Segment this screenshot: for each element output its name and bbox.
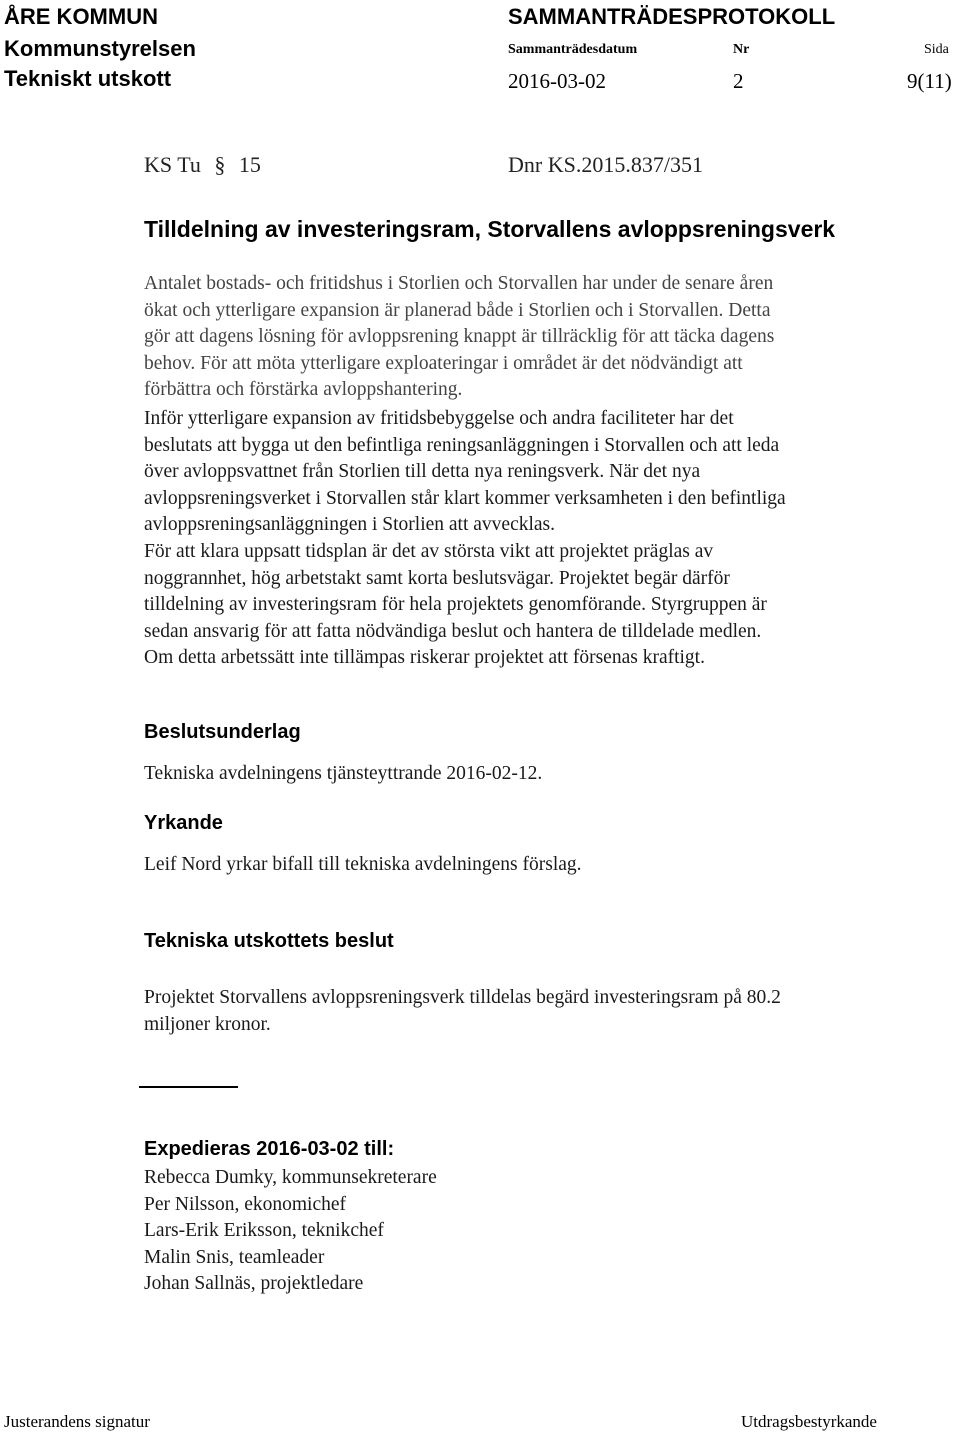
section-heading-beslut: Tekniska utskottets beslut [144,930,394,952]
section-heading-expedieras: Expedieras 2016-03-02 till: [144,1138,395,1160]
meeting-date: 2016-03-02 [508,69,606,93]
paragraph-line: Projektet Storvallens avloppsreningsverk tilldelas begärd investeringsram på 80.2 [144,987,781,1008]
paragraph-line: avloppsreningsanläggningen i Storlien att avvecklas. [144,514,556,535]
paragraph-2 [144,406,924,539]
org-name: ÅRE KOMMUN [4,4,158,29]
list-item: Johan Sallnäs, projektledare [144,1273,364,1294]
paragraph-line: behov. För att möta ytterligare exploateringar i området är det nödvändigt att [144,352,743,374]
paragraph-line: Om detta arbetssätt inte tillämpas riskerar projektet att försenas kraftigt. [144,647,705,668]
page-label: Sida [924,42,949,57]
page-number: 9(11) [907,69,952,93]
case-reference [144,152,261,178]
separator-rule [139,1086,238,1088]
meeting-number: 2 [733,69,744,93]
paragraph-line: beslutats att bygga ut den befintliga reningsanläggningen i Storvallen och att leda [144,434,780,456]
paragraph-line: gör att dagens lösning för avloppsrening knappt är tillräcklig för att täcka dagens [144,326,775,347]
footer-certification-label: Utdragsbestyrkande [741,1412,877,1431]
list-item: Lars-Erik Eriksson, teknikchef [144,1220,384,1241]
paragraph-3 [144,539,924,672]
paragraph-line: över avloppsvattnet från Storlien till detta nya reningsverk. När det nya [144,461,701,482]
section-heading-beslutsunderlag: Beslutsunderlag [144,721,301,743]
recipient-list [144,1165,924,1298]
paragraph-line: förbättra och förstärka avloppshantering. [144,379,463,400]
body-name: Kommunstyrelsen [4,36,196,61]
list-item: Malin Snis, teamleader [144,1246,325,1268]
yrkande-text: Leif Nord yrkar bifall till tekniska avdelningens förslag. [144,854,582,875]
case-dnr: Dnr KS.2015.837/351 [508,152,703,177]
beslut-text [144,985,924,1038]
list-item: Rebecca Dumky, kommunsekreterare [144,1167,437,1188]
paragraph-1 [144,271,924,404]
case-number: 15 [238,152,261,177]
paragraph-line: noggrannhet, hög arbetstakt samt korta beslutsvägar. Projektet begär därför [144,567,730,589]
beslutsunderlag-text: Tekniska avdelningens tjänsteyttrande 2016-02-12. [144,763,543,784]
paragraph-line: Inför ytterligare expansion av fritidsbebyggelse och andra faciliteter har det [144,408,734,429]
paragraph-line: miljoner kronor. [144,1013,271,1035]
section-heading-yrkande: Yrkande [144,812,223,834]
document-type: SAMMANTRÄDESPROTOKOLL [508,4,836,29]
paragraph-line: tilldelning av investeringsram för hela projektets genomförande. Styrgruppen är [144,594,767,615]
committee-name: Tekniskt utskott [4,66,172,91]
list-item: Per Nilsson, ekonomichef [144,1193,347,1215]
paragraph-line: ökat och ytterligare expansion är planerad både i Storlien och i Storvallen. Detta [144,299,771,321]
case-ref-prefix: KS Tu [144,152,201,177]
paragraph-line: Antalet bostads- och fritidshus i Storlien och Storvallen har under de senare åren [144,273,774,294]
paragraph-line: avloppsreningsverket i Storvallen står klart kommer verksamheten i den befintliga [144,487,786,509]
paragraph-line: För att klara uppsatt tidsplan är det av största vikt att projektet präglas av [144,541,714,562]
nr-label: Nr [733,42,750,57]
page-title: Tilldelning av investeringsram, Storvallens avloppsreningsverk [144,216,836,242]
paragraph-line: sedan ansvarig för att fatta nödvändiga beslut och hantera de tilldelade medlen. [144,620,762,642]
date-label: Sammanträdesdatum [508,42,638,57]
section-symbol: § [214,152,226,177]
footer-signature-label: Justerandens signatur [4,1412,150,1431]
